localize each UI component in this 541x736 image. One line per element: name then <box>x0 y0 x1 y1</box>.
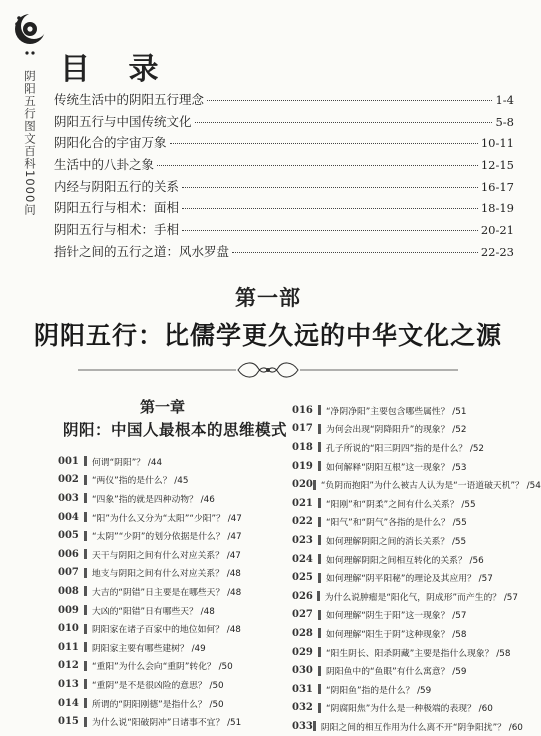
divider-bar <box>318 498 321 508</box>
question-text: 为何会出现“阴降阳升”的现象？ /52 <box>326 425 467 436</box>
toc-entry-title: 阴阳五行与相术：面相 <box>54 200 180 216</box>
list-item[interactable] <box>58 508 276 527</box>
toc-entry[interactable] <box>54 155 514 177</box>
toc-entry-pages: 16-17 <box>480 179 514 194</box>
divider-bar <box>318 684 321 694</box>
question-list-left <box>58 452 276 731</box>
list-item[interactable] <box>292 401 518 420</box>
toc-entry[interactable] <box>54 198 514 220</box>
question-number: 022 <box>292 516 313 528</box>
divider-bar <box>84 456 87 466</box>
list-item[interactable] <box>292 624 518 643</box>
question-number: 019 <box>292 460 313 472</box>
question-text: “阳生阴长、阳杀阴藏”主要是指什么现象？ /58 <box>326 648 511 659</box>
list-item[interactable] <box>292 587 518 606</box>
list-item[interactable] <box>292 438 518 457</box>
list-item[interactable] <box>58 582 276 601</box>
question-number: 026 <box>292 590 313 602</box>
leader-dots <box>170 143 478 144</box>
question-text: 地支与阴阳之间有什么对应关系？ /48 <box>92 569 241 580</box>
question-number: 009 <box>58 604 79 616</box>
part-label: 第一部 <box>235 285 301 310</box>
question-text: “阴腐阳焦”为什么是一种极端的表现？ /60 <box>326 704 493 715</box>
divider-bar <box>318 573 321 583</box>
divider-bar <box>84 493 87 503</box>
question-number: 020 <box>292 479 313 491</box>
divider-bar <box>84 512 87 522</box>
question-text: 如何理解阴阳之间的消长关系？ /55 <box>326 536 467 547</box>
list-item[interactable] <box>58 601 276 620</box>
question-text: “阳”为什么又分为“太阳”“少阳”？ /47 <box>92 513 242 524</box>
toc-entry-pages: 12-15 <box>480 158 514 173</box>
question-number: 030 <box>292 665 313 677</box>
question-text: “负阴而抱阳”为什么被古人认为是“一语道破天机”？ /54 <box>320 481 541 492</box>
list-item[interactable] <box>58 694 276 713</box>
question-text: “净阴净阳”主要包含哪些属性？ /51 <box>326 406 467 417</box>
divider-bar <box>318 517 321 527</box>
question-list-right <box>292 401 541 736</box>
list-item[interactable] <box>292 699 518 718</box>
question-number: 032 <box>292 702 313 714</box>
toc-entry-title: 指针之间的五行之道：风水罗盘 <box>54 243 230 259</box>
question-text: 所谓的“阴阳刚德”是指什么？ /50 <box>92 699 224 710</box>
question-text: “阳气”和“阴气”各指的是什么？ /55 <box>326 518 467 529</box>
divider-bar <box>84 586 87 596</box>
question-number: 012 <box>58 660 79 672</box>
toc-entry[interactable] <box>54 220 514 242</box>
list-item[interactable] <box>58 489 276 508</box>
question-text: 如何理解“阴生于阳”这一现象？ /57 <box>326 611 467 622</box>
list-item[interactable] <box>292 606 518 625</box>
question-number: 017 <box>292 423 313 435</box>
chapter-label: 第一章 <box>140 398 186 416</box>
list-item[interactable] <box>292 494 518 513</box>
question-number: 006 <box>58 548 79 560</box>
list-item[interactable] <box>292 680 518 699</box>
toc-entry-pages: 18-19 <box>480 201 514 216</box>
question-number: 028 <box>292 627 313 639</box>
divider-bar <box>84 605 87 615</box>
list-item[interactable] <box>58 545 276 564</box>
list-item[interactable] <box>58 564 276 583</box>
question-text: 为什么说“阳破阴冲”日诸事不宜？ /51 <box>92 718 242 729</box>
list-item[interactable] <box>292 643 518 662</box>
question-text: 如何理解阴阳之间相互转化的关系？ /56 <box>326 555 484 566</box>
divider-bar <box>84 568 87 578</box>
list-item[interactable] <box>292 420 518 439</box>
question-text: 何谓“阴阳”？ /44 <box>92 457 163 468</box>
question-text: 阴阳鱼中的“鱼眼”有什么寓意？ /59 <box>326 667 467 678</box>
toc-entry-pages: 20-21 <box>480 223 514 238</box>
toc-entry-pages: 1-4 <box>495 93 514 107</box>
toc-entry-title: 阴阳五行与相术：手相 <box>54 222 180 238</box>
divider-bar <box>318 554 321 564</box>
leader-dots <box>182 230 478 231</box>
question-text: “两仪”指的是什么？ /45 <box>92 476 189 487</box>
divider-bar <box>84 475 87 485</box>
toc-entry-title: 阴阳化合的宇宙万象 <box>54 135 167 151</box>
divider-bar <box>318 535 321 545</box>
question-text: “阴阳鱼”指的是什么？ /59 <box>326 685 432 696</box>
divider-bar <box>84 642 87 652</box>
question-number: 025 <box>292 572 313 584</box>
list-item[interactable] <box>292 661 518 680</box>
toc-entry-title: 传统生活中的阴阳五行理念 <box>54 92 205 107</box>
divider-bar <box>84 717 87 727</box>
question-text: 天干与阴阳之间有什么对应关系？ /47 <box>92 550 241 561</box>
ornament-divider-icon <box>78 358 458 382</box>
toc-entry-pages: 10-11 <box>480 136 514 151</box>
question-text: “重阴”是不是很凶险的意思？ /50 <box>92 680 224 691</box>
toc-entry[interactable] <box>54 133 514 155</box>
question-text: 阴阳家主要有哪些建树？ /49 <box>92 643 206 654</box>
question-text: 大吉的“阴错”日主要是在哪些天？ /48 <box>92 587 242 598</box>
question-number: 007 <box>58 567 79 579</box>
leader-dots <box>157 165 478 166</box>
question-text: 如何理解“阴平阳秘”的理论及其应用？ /57 <box>326 574 493 585</box>
question-text: “重阳”为什么会向“重阴”转化？ /50 <box>92 662 233 673</box>
question-number: 033 <box>292 720 313 732</box>
question-text: “四象”指的就是四种动物？ /46 <box>92 494 215 505</box>
divider-bar <box>84 531 87 541</box>
chapter-title: 阴阳：中国人最根本的思维模式 <box>63 421 288 439</box>
toc-entry-title: 阴阳五行与中国传统文化 <box>54 113 192 129</box>
leader-dots <box>182 187 478 188</box>
question-number: 029 <box>292 646 313 658</box>
list-item[interactable] <box>292 717 523 736</box>
divider-bar <box>84 624 87 634</box>
question-number: 010 <box>58 623 79 635</box>
divider-bar <box>318 405 321 415</box>
list-item[interactable] <box>58 526 276 545</box>
question-number: 003 <box>58 492 79 504</box>
divider-bar <box>84 698 87 708</box>
divider-bar <box>84 549 87 559</box>
question-number: 016 <box>292 404 313 416</box>
list-item[interactable] <box>58 675 276 694</box>
leader-dots <box>195 122 493 123</box>
leader-dots <box>232 252 478 253</box>
list-item[interactable] <box>292 550 518 569</box>
question-text: 如何解释“阴阳互根”这一现象？ /53 <box>326 462 467 473</box>
question-number: 021 <box>292 497 313 509</box>
toc-entry-pages: 5-8 <box>495 114 514 129</box>
book-title-vertical: 阴阳五行图文百科1000问 <box>23 70 37 216</box>
divider-bar <box>317 591 320 601</box>
divider-bar <box>84 661 87 671</box>
question-number: 002 <box>58 474 79 486</box>
toc-entry[interactable] <box>54 90 514 112</box>
divider-bar <box>318 461 321 471</box>
toc-entry[interactable] <box>54 112 514 134</box>
divider-bar <box>318 647 321 657</box>
divider-bar <box>318 666 321 676</box>
question-number: 011 <box>58 641 79 653</box>
divider-bar <box>313 480 316 490</box>
divider-bar <box>318 628 321 638</box>
question-number: 014 <box>58 697 79 709</box>
list-item[interactable] <box>58 619 276 638</box>
question-text: 阴阳家在诸子百家中的地位如何？ /48 <box>92 625 241 636</box>
divider-bar <box>84 679 87 689</box>
list-item[interactable] <box>292 457 518 476</box>
question-number: 015 <box>58 716 79 728</box>
list-item[interactable] <box>292 513 518 532</box>
question-text: 为什么说肿瘤是“阳化气，阴成形”而产生的？ /57 <box>324 592 518 603</box>
divider-bar <box>318 703 321 713</box>
list-item[interactable] <box>58 712 276 731</box>
question-text: 大凶的“阳错”日有哪些天？ /48 <box>92 606 215 617</box>
divider-bar <box>318 424 321 434</box>
question-number: 004 <box>58 511 79 523</box>
question-number: 024 <box>292 553 313 565</box>
divider-bar <box>318 610 321 620</box>
toc-entry-title: 生活中的八卦之象 <box>54 157 155 173</box>
leader-dots <box>182 208 478 209</box>
list-item[interactable] <box>58 471 276 490</box>
leader-dots <box>207 100 492 101</box>
question-number: 005 <box>58 530 79 542</box>
question-number: 001 <box>58 455 79 467</box>
part-title: 阴阳五行：比儒学更久远的中华文化之源 <box>33 321 502 350</box>
divider-bar <box>318 442 321 452</box>
question-number: 013 <box>58 678 79 690</box>
question-text: 阴阳之间的相互作用为什么离不开“阴争阳扰”？ /60 <box>320 722 523 733</box>
list-item[interactable] <box>292 475 541 494</box>
toc-entry[interactable] <box>54 177 514 199</box>
toc-entry-pages: 22-23 <box>480 244 514 259</box>
toc-entry-title: 内经与阴阳五行的关系 <box>54 178 180 194</box>
question-number: 023 <box>292 534 313 546</box>
question-text: “阳刚”和“阴柔”之间有什么关系？ /55 <box>326 499 476 510</box>
question-text: 孔子所说的“阳三阴四”指的是什么？ /52 <box>326 443 485 454</box>
list-item[interactable] <box>58 638 276 657</box>
yin-yang-logo-icon <box>11 10 49 64</box>
list-item[interactable] <box>58 452 276 471</box>
list-item[interactable] <box>292 531 518 550</box>
question-number: 027 <box>292 609 313 621</box>
toc-entry[interactable] <box>54 242 514 264</box>
question-number: 018 <box>292 441 313 453</box>
question-number: 031 <box>292 683 313 695</box>
list-item[interactable] <box>292 568 518 587</box>
question-text: “太阴”“少阴”的划分依据是什么？ /47 <box>92 532 242 543</box>
question-number: 008 <box>58 585 79 597</box>
table-of-contents <box>54 90 514 264</box>
question-text: 如何理解“阳生于阴”这种现象？ /58 <box>326 629 467 640</box>
list-item[interactable] <box>58 657 276 676</box>
divider-bar <box>313 721 316 731</box>
page-title: 目 录 <box>60 52 173 87</box>
